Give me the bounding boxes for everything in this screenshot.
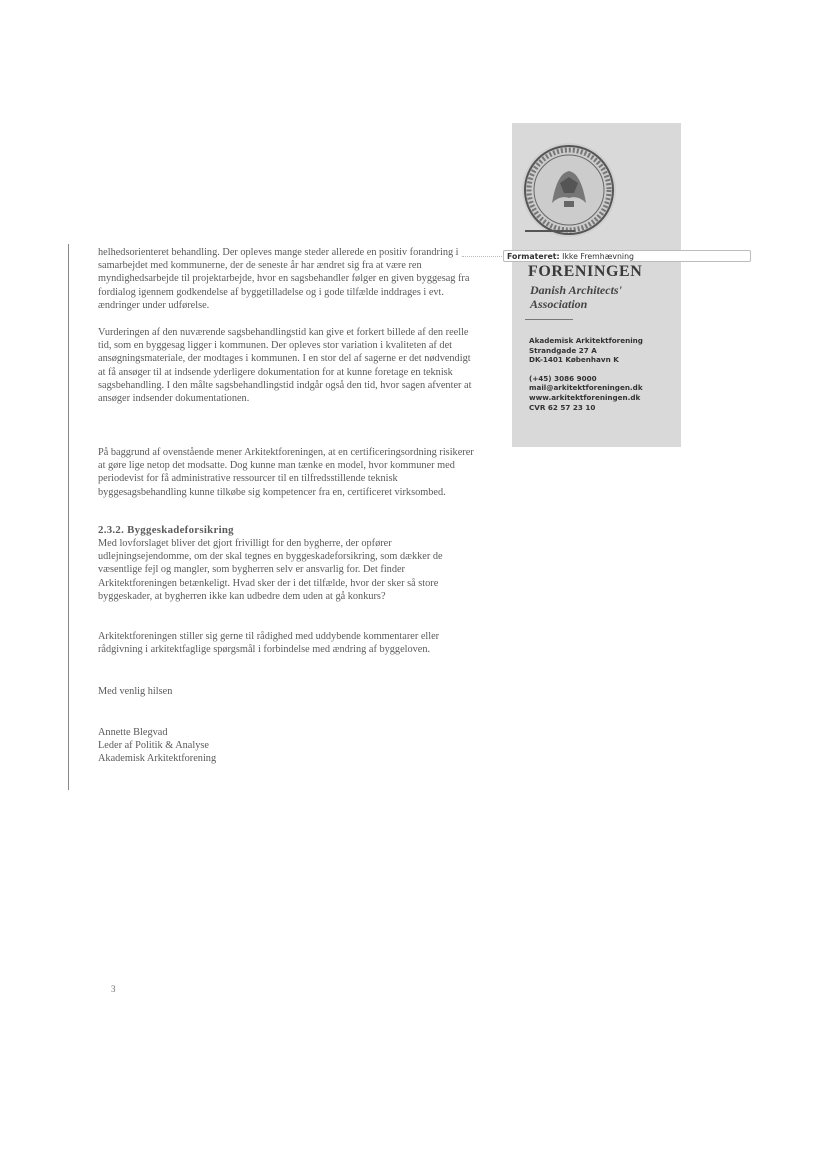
contact-cvr: CVR 62 57 23 10 — [529, 402, 596, 412]
page-number: 3 — [111, 984, 116, 994]
paragraph-3: På baggrund af ovenstående mener Arkitektforeningen, at en certificeringsordning risikerer at gøre lige netop det modsatte. Dog kunne man tænke en model, hvor kommuner med periodevist for få administrative ressourcer til en tilfredsstillende teknisk byggesagsbehandling kunne tilkøbe sig kompetencer fra en, certificeret virksombed. — [98, 447, 474, 498]
signature-block — [98, 726, 216, 766]
org-name-english — [530, 283, 622, 311]
contact-web[interactable]: www.arkitektforeningen.dk — [529, 392, 641, 402]
closing: Med venlig hilsen — [98, 686, 173, 697]
comment-label: Formateret: — [507, 252, 560, 261]
contact-street: Strandgade 27 A — [529, 345, 597, 355]
contact-city: DK-1401 København K — [529, 355, 619, 365]
revision-change-bar — [68, 244, 69, 790]
org-name-english-line-1: Danish Architects' — [530, 283, 622, 297]
contact-name: Akademisk Arkitektforening — [529, 336, 643, 345]
signature-name: Annette Blegvad — [98, 727, 168, 738]
association-seal-icon — [522, 143, 616, 237]
org-name: FORENINGEN — [528, 263, 643, 280]
comment-text: Ikke Fremhævning — [562, 252, 634, 261]
letterhead-rule-bottom — [525, 319, 573, 320]
paragraph-1: helhedsorienteret behandling. Der opleves mange steder allerede en positiv forandring i samarbejdet med kommunerne, der de seneste år har ændret sig fra at være ren myndighedsarbejde til projektarbejde, hvor en sagsbehandler følger en given byggesag fra fordialog igennem godkendelse af byggetilladelse og i gode tilfælde inddrages i evt. ændringer under udførelse. — [98, 247, 470, 311]
org-name-english-line-2: Association — [530, 297, 588, 311]
signature-org: Akademisk Arkitektforening — [98, 753, 217, 765]
letterhead-rule-top — [525, 230, 575, 232]
letterhead — [512, 123, 681, 447]
section-heading: 2.3.2. Byggeskadeforsikring — [98, 524, 234, 536]
signature-title: Leder af Politik & Analyse — [98, 740, 209, 752]
paragraph-2: Vurderingen af den nuværende sagsbehandlingstid kan give et forkert billede af den reelle tid, som en byggesag ligger i kommunen. Der opleves stor variation i kvaliteten af det ansøgningsmateriale, der modtages i kommunen. I en stor del af sagerne er det nødvendigt at få ansøger til at indsende yderligere dokumentation for at kunne foretage en teknisk sagsbehandling. I den målte sagsbehandlingstid indgår også den tid, hvor sagen afventer at ansøger indsender dokumentationen. — [98, 327, 472, 405]
paragraph-4: Med lovforslaget bliver det gjort frivilligt for den bygherre, der opfører udlejningsejendomme, om der skal tegnes en byggeskadeforsikring, som dækker de væsentlige fejl og mangler, som bygherren selv er ansvarlig for. Det finder Arkitektforeningen betænkeligt. Hvad sker der i det tilfælde, hvor der sker så store byggeskader, at bygherren ikke kan udbedre dem uden at gå konkurs? — [98, 538, 443, 602]
comment-connector — [462, 256, 504, 257]
paragraph-5: Arkitektforeningen stiller sig gerne til rådighed med uddybende kommentarer eller rådgivning i arkitektfaglige spørgsmål i forbindelse med ændring af byggeloven. — [98, 631, 440, 656]
contact-email[interactable]: mail@arkitektforeningen.dk — [529, 383, 643, 393]
contact-block — [529, 336, 643, 412]
contact-phone: (+45) 3086 9000 — [529, 373, 597, 383]
format-comment-balloon[interactable] — [503, 250, 751, 262]
